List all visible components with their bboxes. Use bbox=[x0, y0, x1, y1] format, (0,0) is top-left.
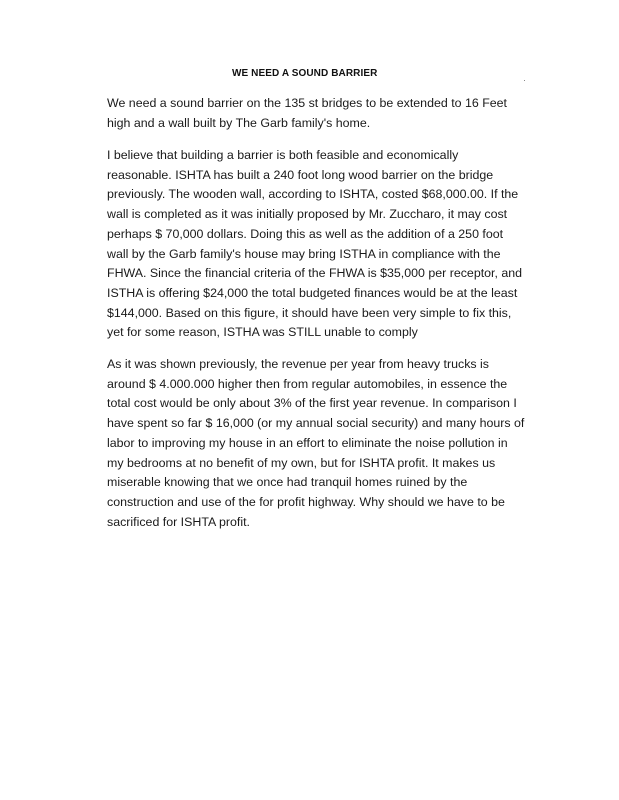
paragraph-revenue bbox=[107, 355, 547, 532]
text-line: yet for some reason, ISTHA was STILL unable to comply bbox=[107, 325, 418, 340]
paragraph-request bbox=[107, 94, 547, 133]
text-line: We need a sound barrier on the 135 st bridges to be extended to 16 Feet bbox=[107, 96, 507, 110]
text-line: construction and use of the for profit highway. Why should we have to be bbox=[107, 494, 505, 509]
text-line: miserable knowing that we once had tranquil homes ruined by the bbox=[107, 475, 468, 490]
text-line: perhaps $ 70,000 dollars. Doing this as well as the addition of a 250 foot bbox=[107, 226, 504, 241]
document-title: WE NEED A SOUND BARRIER bbox=[232, 68, 378, 79]
text-line: As it was shown previously, the revenue per year from heavy trucks is bbox=[107, 357, 489, 371]
text-line: sacrificed for ISHTA profit. bbox=[107, 514, 250, 529]
text-line: ISTHA is offering $24,000 the total budgeted finances would be at the least bbox=[107, 285, 518, 300]
text-line: I believe that building a barrier is both feasible and economically bbox=[107, 148, 459, 162]
text-line: $144,000. Based on this figure, it should have been very simple to fix this, bbox=[107, 305, 512, 320]
text-line: my bedrooms at no benefit of my own, but for ISHTA profit. It makes us bbox=[107, 455, 496, 470]
paragraph-feasibility bbox=[107, 146, 547, 343]
text-line: labor to improving my house in an effort to eliminate the noise pollution in bbox=[107, 435, 508, 450]
text-line: previously. The wooden wall, according to ISHTA, costed $68,000.00. If the bbox=[107, 187, 519, 202]
text-line: wall is completed as it was initially proposed by Mr. Zuccharo, it may cost bbox=[107, 207, 508, 222]
text-line: have spent so far $ 16,000 (or my annual social security) and many hours of bbox=[107, 416, 525, 431]
text-line: reasonable. ISHTA has built a 240 foot long wood barrier on the bridge bbox=[107, 167, 494, 182]
text-line: wall by the Garb family's house may bring ISTHA in compliance with the bbox=[107, 246, 501, 261]
text-line: high and a wall built by The Garb family's home. bbox=[107, 115, 371, 130]
text-line: total cost would be only about 3% of the first year revenue. In comparison I bbox=[107, 396, 517, 411]
text-line: around $ 4.000.000 higher then from regular automobiles, in essence the bbox=[107, 376, 508, 391]
text-line: FHWA. Since the financial criteria of the FHWA is $35,000 per receptor, and bbox=[107, 266, 523, 281]
scan-speck bbox=[524, 80, 525, 81]
